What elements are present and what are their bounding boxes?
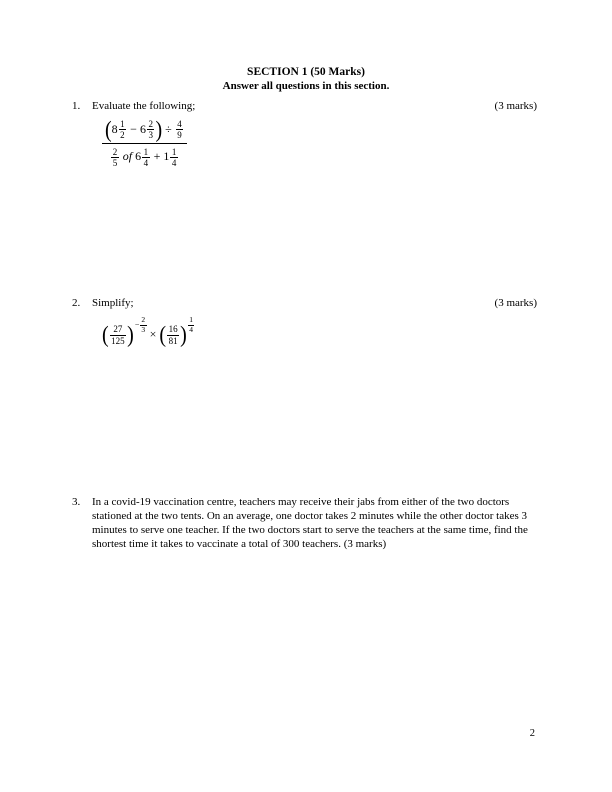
right-paren: ) [155,117,163,143]
fraction [147,119,155,141]
fraction-denominator [107,144,182,169]
fraction-denominator-digit: 2 [120,130,125,141]
whole-part: 6 [139,121,146,136]
fraction [176,119,184,141]
fraction-numerator-digit: 1 [171,146,177,157]
page-number: 2 [529,728,535,739]
fraction [167,324,179,346]
fraction-numerator-digit: 16 [168,324,178,335]
question-2-row [72,297,537,309]
question-2-expression [102,316,537,346]
fraction [170,147,178,169]
times-operator: × [149,326,157,341]
question-3 [72,495,537,551]
fraction-numerator-digit: 2 [148,119,153,129]
fraction-denominator-digit: 9 [177,130,182,141]
question-1-number: 1. [72,100,81,112]
fraction-denominator-digit: 4 [143,158,149,169]
left-paren: ( [159,322,167,348]
section-instruction: Answer all questions in this section. [222,80,390,92]
question-3-text: In a covid-19 vaccination centre, teachers may receive their jabs from either of the two doctors stationed at the two tents. On an average, one doctor takes 2 minutes while the other doctor takes 3 minutes to serve one teacher. If the two doctors start to serve the teachers at the same time, find the shortest time it takes to vaccinate a total of 300 teachers. (3 marks) [92,496,528,551]
question-1-expression [102,119,537,168]
fraction-numerator-digit: 1 [189,315,193,324]
of-word: of [122,149,133,164]
mixed-number [163,146,179,169]
whole-part: 1 [163,149,170,164]
mixed-number [135,146,151,169]
fraction [110,324,127,346]
fraction-denominator-digit: 81 [168,335,178,346]
question-3-row [72,495,537,551]
section-header [0,66,612,92]
exponent-fraction [140,316,147,334]
fraction-denominator-digit: 5 [112,158,118,169]
exponent [188,316,195,334]
question-1-prompt: Evaluate the following; [92,100,196,112]
fraction-numerator-digit: 1 [143,146,149,157]
question-1-row [72,100,537,112]
fraction-denominator-digit: 4 [189,324,193,334]
question-2 [72,297,537,346]
question-1-marks: (3 marks) [494,100,537,112]
fraction [142,147,150,169]
question-1 [72,100,537,168]
right-paren: ) [180,322,187,348]
divide-operator: ÷ [165,121,172,136]
whole-part: 8 [111,121,118,136]
question-2-number: 2. [72,297,81,309]
fraction-numerator-digit: 4 [177,119,182,129]
fraction-denominator-digit: 3 [141,324,146,334]
fraction-numerator [102,119,187,143]
right-paren: ) [127,322,134,348]
plus-operator: + [153,149,161,164]
left-paren: ( [105,117,112,143]
fraction-denominator-digit: 125 [111,335,125,346]
fraction-numerator-digit: 1 [120,119,125,129]
left-paren: ( [102,322,109,348]
main-fraction [102,119,187,168]
section-title: SECTION 1 (50 Marks) [247,66,365,78]
exponent-fraction [188,316,195,334]
fraction-numerator-digit: 2 [112,146,118,157]
minus-sign: − [134,319,140,329]
fraction [111,147,119,169]
whole-part: 6 [135,149,142,164]
fraction [119,119,127,141]
fraction-numerator-digit: 27 [110,324,127,335]
exponent [135,316,147,334]
mixed-number [139,119,156,141]
fraction-denominator-digit: 4 [171,158,177,169]
fraction-denominator-digit: 3 [148,130,153,141]
question-2-prompt: Simplify; [92,297,134,309]
question-3-number: 3. [72,496,81,508]
fraction-numerator-digit: 2 [141,315,146,324]
question-2-marks: (3 marks) [494,297,537,309]
minus-operator: − [130,121,137,136]
mixed-number [111,119,128,141]
